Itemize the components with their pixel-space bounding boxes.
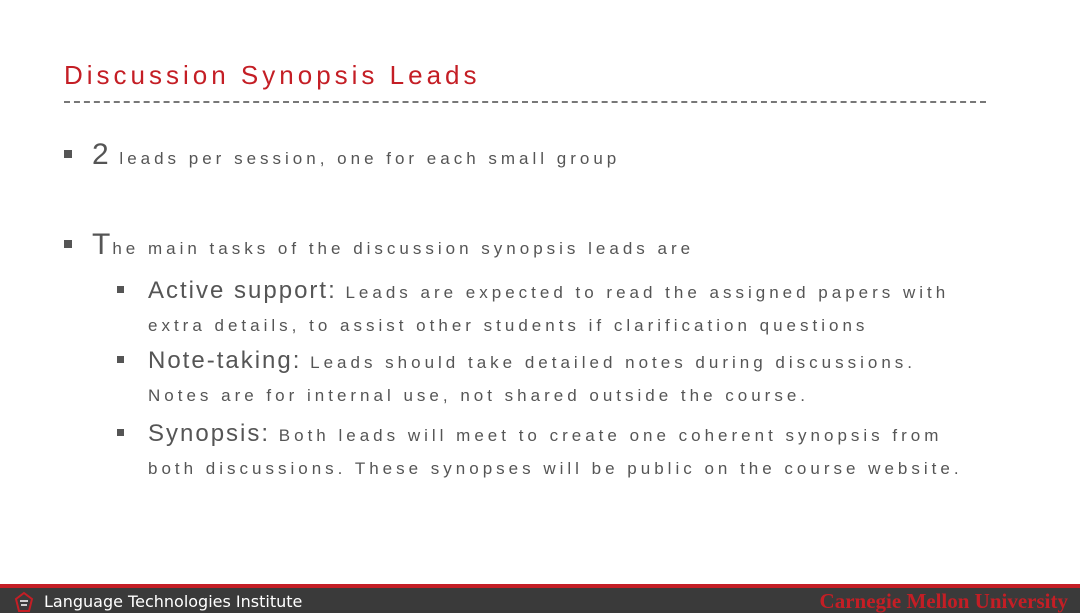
square-bullet-icon [117,429,124,436]
sub-bullet-text: Leads are expected to read the assigned papers with extra details, to assist other students if clarification questions [148,283,950,335]
square-bullet-icon [64,240,72,248]
sub-bullet-label: Active support: [148,277,337,304]
sub-bullet-label: Synopsis: [148,420,271,447]
bullet-lead-char: 2 [92,138,111,171]
sub-bullet-text: Both leads will meet to create one coherent synopsis from both discussions. These synopses will be public on the course website. [148,426,963,478]
sub-bullet-synopsis [117,417,987,485]
sub-bullet-label: Note-taking: [148,347,302,374]
bullet-text: he main tasks of the discussion synopsis leads are [112,239,695,258]
sub-bullet-active-support [117,274,987,342]
sub-bullet-text: Leads should take detailed notes during discussions. Notes are for internal use, not shared outside the course. [148,353,917,405]
bullet-leads-per-session [64,138,620,175]
bullet-main-tasks [64,228,694,265]
university-wordmark: Carnegie Mellon University [819,589,1068,613]
bullet-text: leads per session, one for each small group [110,149,621,168]
title-divider [64,101,986,103]
square-bullet-icon [117,356,124,363]
institute-name: Language Technologies Institute [44,592,303,611]
square-bullet-icon [64,150,72,158]
slide-footer [0,584,1080,613]
sub-bullet-note-taking [117,344,987,412]
lti-logo-icon [12,591,36,613]
bullet-lead-char: T [92,228,113,261]
slide-title: Discussion Synopsis Leads [64,60,481,90]
square-bullet-icon [117,286,124,293]
